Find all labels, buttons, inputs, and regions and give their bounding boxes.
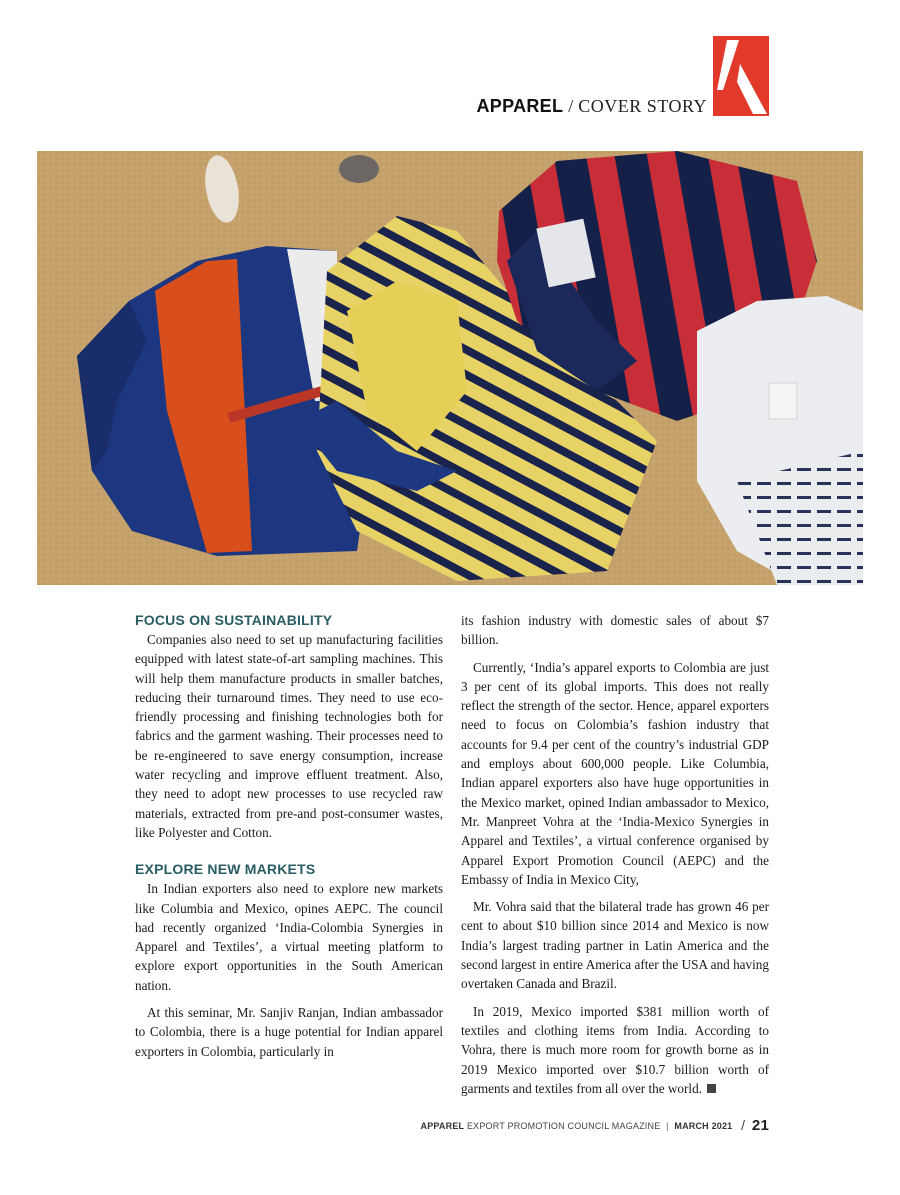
paragraph: Currently, ‘India’s apparel exports to Colombia are just 3 per cent of its global imports. This does not really reflect the strength of the sector. Hence, apparel exporters need to focus on Colombia’s fashion industry that accounts for 9.4 per cent of the country’s industrial GDP and employs about 600,000 people. Like Columbia, Indian apparel exporters also have huge opportunities in the Mexico market, opined Indian ambassador to Mexico, Mr. Manpreet Vohra at the ‘India-Mexico Synergies in Apparel and Textiles’, a virtual conference organised by Apparel Export Promotion Council (AEPC) and the Embassy of India in Mexico City, [461, 659, 769, 887]
paragraph: Mr. Vohra said that the bilateral trade has grown 46 per cent to about $10 billion since 2014 and Mexico is now India’s largest trading partner in Latin America and the second largest in entire America after the USA and having overtaken Canada and Brazil. [461, 899, 769, 992]
footer-brand: APPAREL [420, 1121, 465, 1131]
apparel-a-logo-icon [713, 36, 769, 116]
footer-issue: MARCH 2021 [674, 1121, 733, 1131]
footer-magazine: EXPORT PROMOTION COUNCIL MAGAZINE [466, 1121, 661, 1131]
paragraph [461, 1002, 769, 1098]
heading-focus-on-sustainability: FOCUS ON SUSTAINABILITY [135, 612, 333, 628]
end-of-article-icon [707, 1084, 716, 1093]
footer-page-slash: / [741, 1117, 746, 1133]
section-title: APPAREL [476, 96, 564, 116]
heading-explore-new-markets: EXPLORE NEW MARKETS [135, 861, 316, 878]
paragraph-text: In 2019, Mexico imported $381 million worth of textiles and clothing items from India. According to Vohra, there is much more room for growth borne as in 2019 Mexico imported over $10.7 billion worth of garments and textiles from all over the world. [461, 1003, 769, 1096]
section-divider: / [568, 96, 574, 116]
polo-shirts-on-sand-photo [37, 151, 863, 585]
paragraph: In Indian exporters also need to explore new markets like Columbia and Mexico, opines AEPC. The council had recently organized ‘India-Colombia Synergies in Apparel and Textiles’, a virtual meeting platform to explore export opportunities in the South American nation. [135, 881, 443, 993]
article-left-column [135, 611, 443, 1061]
page-footer [421, 1117, 770, 1134]
section-subtitle: COVER STORY [578, 96, 707, 116]
paragraph: At this seminar, Mr. Sanjiv Ranjan, Indian ambassador to Colombia, there is a huge potential for Indian apparel exporters in Colombia, particularly in [135, 1005, 443, 1059]
paragraph: Companies also need to set up manufacturing facilities equipped with latest state-of-art sampling machines. This will help them manufacture products in smaller batches, reducing their turnaround times. They need to use eco-friendly processing and finishing technologies both for fabrics and the garment washing. Their processes need to be re-engineered to save energy consumption, increase water recycling and improve effluent treatment. Also, they need to adopt new processes to use recycled raw materials, extracted from pre-and post-consumer wastes, like Polyester and Cotton. [135, 632, 443, 840]
section-header [477, 96, 708, 117]
page-number: 21 [751, 1117, 769, 1134]
footer-separator: | [666, 1121, 669, 1131]
article-right-column [461, 611, 769, 1098]
paragraph: its fashion industry with domestic sales of about $7 billion. [461, 613, 769, 648]
